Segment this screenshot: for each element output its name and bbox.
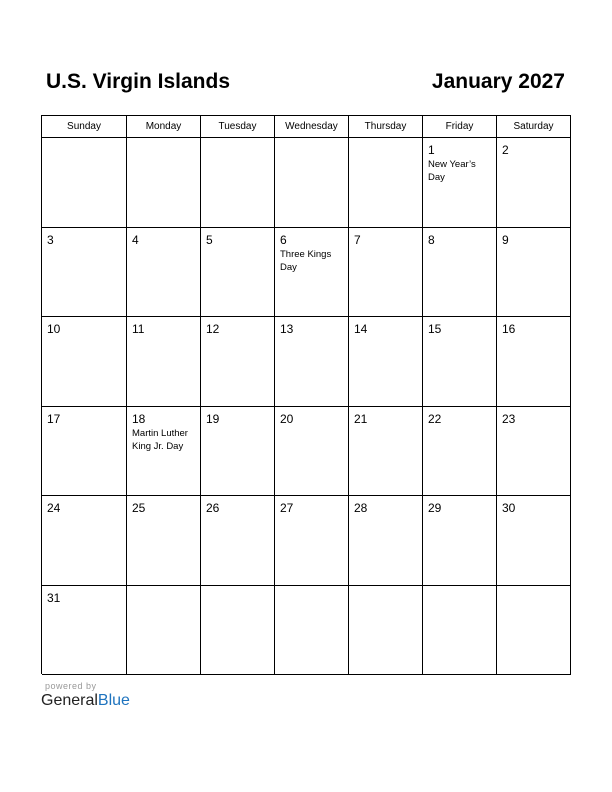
day-number: 22 xyxy=(428,411,442,426)
day-number: 23 xyxy=(502,411,516,426)
day-number: 18 xyxy=(132,411,146,426)
day-cell xyxy=(497,407,571,497)
weekday-saturday: Saturday xyxy=(497,116,571,138)
day-cell xyxy=(275,138,349,228)
calendar-grid xyxy=(41,115,571,674)
day-number: 25 xyxy=(132,501,146,515)
brand-general: General xyxy=(41,692,98,709)
day-number: 28 xyxy=(354,501,368,515)
weekday-wednesday: Wednesday xyxy=(275,116,349,138)
day-number: 14 xyxy=(354,322,368,336)
region-title: U.S. Virgin Islands xyxy=(46,70,230,93)
day-cell xyxy=(42,496,127,586)
day-cell xyxy=(275,496,349,586)
day-number: 24 xyxy=(47,501,61,515)
day-number: 30 xyxy=(502,501,516,515)
day-number: 2 xyxy=(502,143,509,157)
week-row xyxy=(42,228,571,318)
holiday-label: New Year’s Day xyxy=(428,159,476,183)
day-cell xyxy=(201,138,275,228)
day-cell xyxy=(275,407,349,497)
weekday-friday: Friday xyxy=(423,116,497,138)
day-cell xyxy=(497,586,571,676)
day-cell xyxy=(423,228,497,318)
week-row xyxy=(42,407,571,497)
day-cell xyxy=(349,496,423,586)
day-cell xyxy=(275,317,349,407)
weekday-monday: Monday xyxy=(127,116,201,138)
weekday-header-row xyxy=(42,116,571,138)
day-cell xyxy=(42,228,127,318)
day-number: 7 xyxy=(354,232,361,247)
day-cell xyxy=(423,496,497,586)
day-cell xyxy=(423,586,497,676)
day-cell xyxy=(497,138,571,228)
day-cell xyxy=(349,317,423,407)
day-number: 26 xyxy=(206,501,220,515)
generalblue-logo[interactable] xyxy=(41,692,130,710)
day-cell xyxy=(42,138,127,228)
day-number: 20 xyxy=(280,411,294,426)
day-cell xyxy=(275,586,349,676)
day-cell xyxy=(201,407,275,497)
day-cell xyxy=(349,228,423,318)
day-cell xyxy=(349,407,423,497)
day-cell xyxy=(127,407,201,497)
week-row xyxy=(42,496,571,586)
day-number: 11 xyxy=(132,322,145,336)
day-number: 8 xyxy=(428,232,435,247)
day-number: 16 xyxy=(502,322,516,336)
day-cell xyxy=(349,138,423,228)
week-row xyxy=(42,586,571,676)
day-number: 12 xyxy=(206,322,220,336)
day-cell xyxy=(497,496,571,586)
day-number: 5 xyxy=(206,232,213,247)
day-cell xyxy=(201,496,275,586)
day-cell xyxy=(127,228,201,318)
day-cell xyxy=(201,228,275,318)
day-number: 15 xyxy=(428,322,442,336)
week-row xyxy=(42,317,571,407)
day-cell xyxy=(275,228,349,318)
day-cell xyxy=(127,586,201,676)
day-cell xyxy=(127,496,201,586)
day-cell xyxy=(42,407,127,497)
day-cell xyxy=(42,317,127,407)
day-number: 10 xyxy=(47,322,61,336)
day-number: 31 xyxy=(47,590,61,605)
day-number: 13 xyxy=(280,322,294,336)
day-number: 17 xyxy=(47,411,61,426)
day-cell xyxy=(497,228,571,318)
weekday-tuesday: Tuesday xyxy=(201,116,275,138)
brand-blue: Blue xyxy=(97,692,130,709)
day-cell xyxy=(201,586,275,676)
day-cell xyxy=(497,317,571,407)
day-number: 4 xyxy=(132,232,139,247)
weekday-sunday: Sunday xyxy=(42,116,127,138)
day-number: 27 xyxy=(280,501,294,515)
month-title: January 2027 xyxy=(431,70,565,93)
holiday-label: Martin Luther King Jr. Day xyxy=(132,427,188,452)
day-number: 19 xyxy=(206,411,220,426)
day-number: 21 xyxy=(354,411,368,426)
day-cell xyxy=(42,586,127,676)
day-cell xyxy=(349,586,423,676)
day-cell xyxy=(423,317,497,407)
day-cell xyxy=(423,138,497,228)
day-cell xyxy=(127,138,201,228)
week-row xyxy=(42,138,571,228)
day-number: 9 xyxy=(502,232,509,247)
day-cell xyxy=(201,317,275,407)
day-cell xyxy=(127,317,201,407)
day-number: 6 xyxy=(280,232,287,247)
day-number: 3 xyxy=(47,232,54,247)
day-number: 1 xyxy=(428,143,435,157)
powered-by-text: powered by xyxy=(45,681,97,691)
day-cell xyxy=(423,407,497,497)
holiday-label: Three Kings Day xyxy=(280,248,332,273)
weekday-thursday: Thursday xyxy=(349,116,423,138)
day-number: 29 xyxy=(428,501,442,515)
footer xyxy=(41,681,130,710)
